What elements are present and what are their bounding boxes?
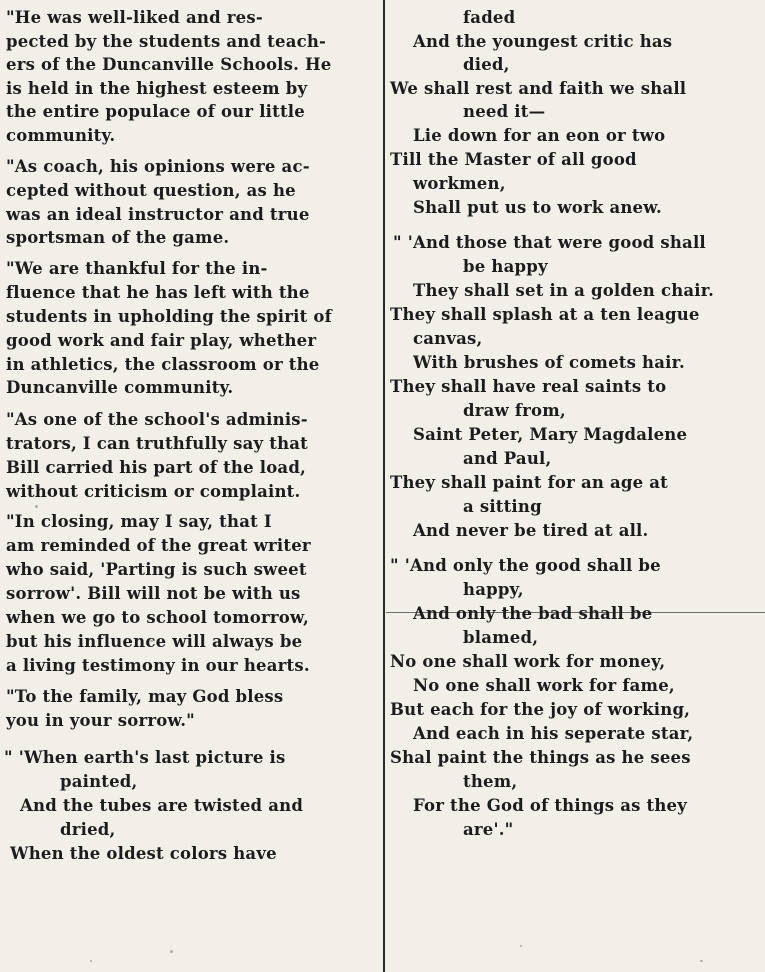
text-line: in athletics, the classroom or the bbox=[6, 355, 320, 374]
text-line: "As coach, his opinions were ac- bbox=[6, 157, 310, 176]
text-line: dried, bbox=[60, 820, 116, 839]
print-speck bbox=[520, 945, 522, 947]
text-line: With brushes of comets hair. bbox=[413, 353, 685, 372]
text-line: you in your sorrow." bbox=[6, 711, 195, 730]
text-line: painted, bbox=[60, 772, 138, 791]
text-line: They shall have real saints to bbox=[390, 377, 667, 396]
text-line: cepted without question, as he bbox=[6, 181, 296, 200]
text-line: Saint Peter, Mary Magdalene bbox=[413, 425, 688, 444]
print-speck bbox=[700, 960, 703, 962]
text-line: And never be tired at all. bbox=[413, 521, 649, 540]
text-line: a living testimony in our hearts. bbox=[6, 656, 310, 675]
text-line: Bill carried his part of the load, bbox=[6, 458, 307, 477]
text-line: "In closing, may I say, that I bbox=[6, 512, 272, 531]
print-speck bbox=[170, 950, 173, 953]
text-line: them, bbox=[463, 772, 518, 791]
text-line: " 'And those that were good shall bbox=[393, 233, 706, 252]
text-line: was an ideal instructor and true bbox=[6, 205, 310, 224]
text-line: community. bbox=[6, 126, 116, 145]
text-line: And the tubes are twisted and bbox=[20, 796, 304, 815]
text-line: Shall put us to work anew. bbox=[413, 198, 662, 217]
text-line: good work and fair play, whether bbox=[6, 331, 317, 350]
print-speck bbox=[35, 505, 38, 508]
text-line: who said, 'Parting is such sweet bbox=[6, 560, 307, 579]
column-divider bbox=[383, 0, 385, 972]
text-line: workmen, bbox=[413, 174, 506, 193]
text-line: but his influence will always be bbox=[6, 632, 303, 651]
text-line: sorrow'. Bill will not be with us bbox=[6, 584, 301, 603]
text-line: They shall set in a golden chair. bbox=[413, 281, 715, 300]
print-speck bbox=[90, 960, 92, 962]
text-line: and Paul, bbox=[463, 449, 552, 468]
text-line: without criticism or complaint. bbox=[6, 482, 301, 501]
text-line: died, bbox=[463, 55, 510, 74]
text-line: No one shall work for fame, bbox=[413, 676, 675, 695]
text-line: "We are thankful for the in- bbox=[6, 259, 268, 278]
text-line: Lie down for an eon or two bbox=[413, 126, 666, 145]
text-line: a sitting bbox=[463, 497, 542, 516]
text-line: "As one of the school's adminis- bbox=[6, 410, 308, 429]
text-line: " 'And only the good shall be bbox=[390, 556, 661, 575]
text-line: blamed, bbox=[463, 628, 539, 647]
text-line: And the youngest critic has bbox=[413, 32, 673, 51]
text-line: And only the bad shall be bbox=[413, 604, 653, 623]
text-line: are'." bbox=[463, 820, 514, 839]
text-line: For the God of things as they bbox=[413, 796, 688, 815]
print-speck bbox=[60, 690, 62, 692]
text-line: am reminded of the great writer bbox=[6, 536, 311, 555]
text-line: faded bbox=[463, 8, 516, 27]
text-line: They shall splash at a ten league bbox=[390, 305, 700, 324]
text-line: We shall rest and faith we shall bbox=[390, 79, 687, 98]
text-line: Duncanville community. bbox=[6, 378, 234, 397]
text-line: Shal paint the things as he sees bbox=[390, 748, 691, 767]
text-line: canvas, bbox=[413, 329, 483, 348]
text-line: " 'When earth's last picture is bbox=[4, 748, 286, 767]
text-line: pected by the students and teach- bbox=[6, 32, 327, 51]
text-line: happy, bbox=[463, 580, 524, 599]
text-line: "He was well-liked and res- bbox=[6, 8, 263, 27]
text-line: is held in the highest esteem by bbox=[6, 79, 308, 98]
print-speck bbox=[150, 640, 153, 642]
text-line: trators, I can truthfully say that bbox=[6, 434, 308, 453]
text-line: need it— bbox=[463, 102, 546, 121]
text-line: be happy bbox=[463, 257, 548, 276]
text-line: They shall paint for an age at bbox=[390, 473, 668, 492]
text-line: sportsman of the game. bbox=[6, 228, 230, 247]
text-line: But each for the joy of working, bbox=[390, 700, 691, 719]
text-line: when we go to school tomorrow, bbox=[6, 608, 309, 627]
text-line: students in upholding the spirit of bbox=[6, 307, 332, 326]
text-line: Till the Master of all good bbox=[390, 150, 637, 169]
text-line: fluence that he has left with the bbox=[6, 283, 310, 302]
text-line: draw from, bbox=[463, 401, 566, 420]
text-line: the entire populace of our little bbox=[6, 102, 305, 121]
text-line: And each in his seperate star, bbox=[413, 724, 694, 743]
text-line: When the oldest colors have bbox=[10, 844, 277, 863]
text-line: "To the family, may God bless bbox=[6, 687, 284, 706]
text-line: ers of the Duncanville Schools. He bbox=[6, 55, 332, 74]
print-speck bbox=[300, 540, 302, 542]
text-line: No one shall work for money, bbox=[390, 652, 666, 671]
